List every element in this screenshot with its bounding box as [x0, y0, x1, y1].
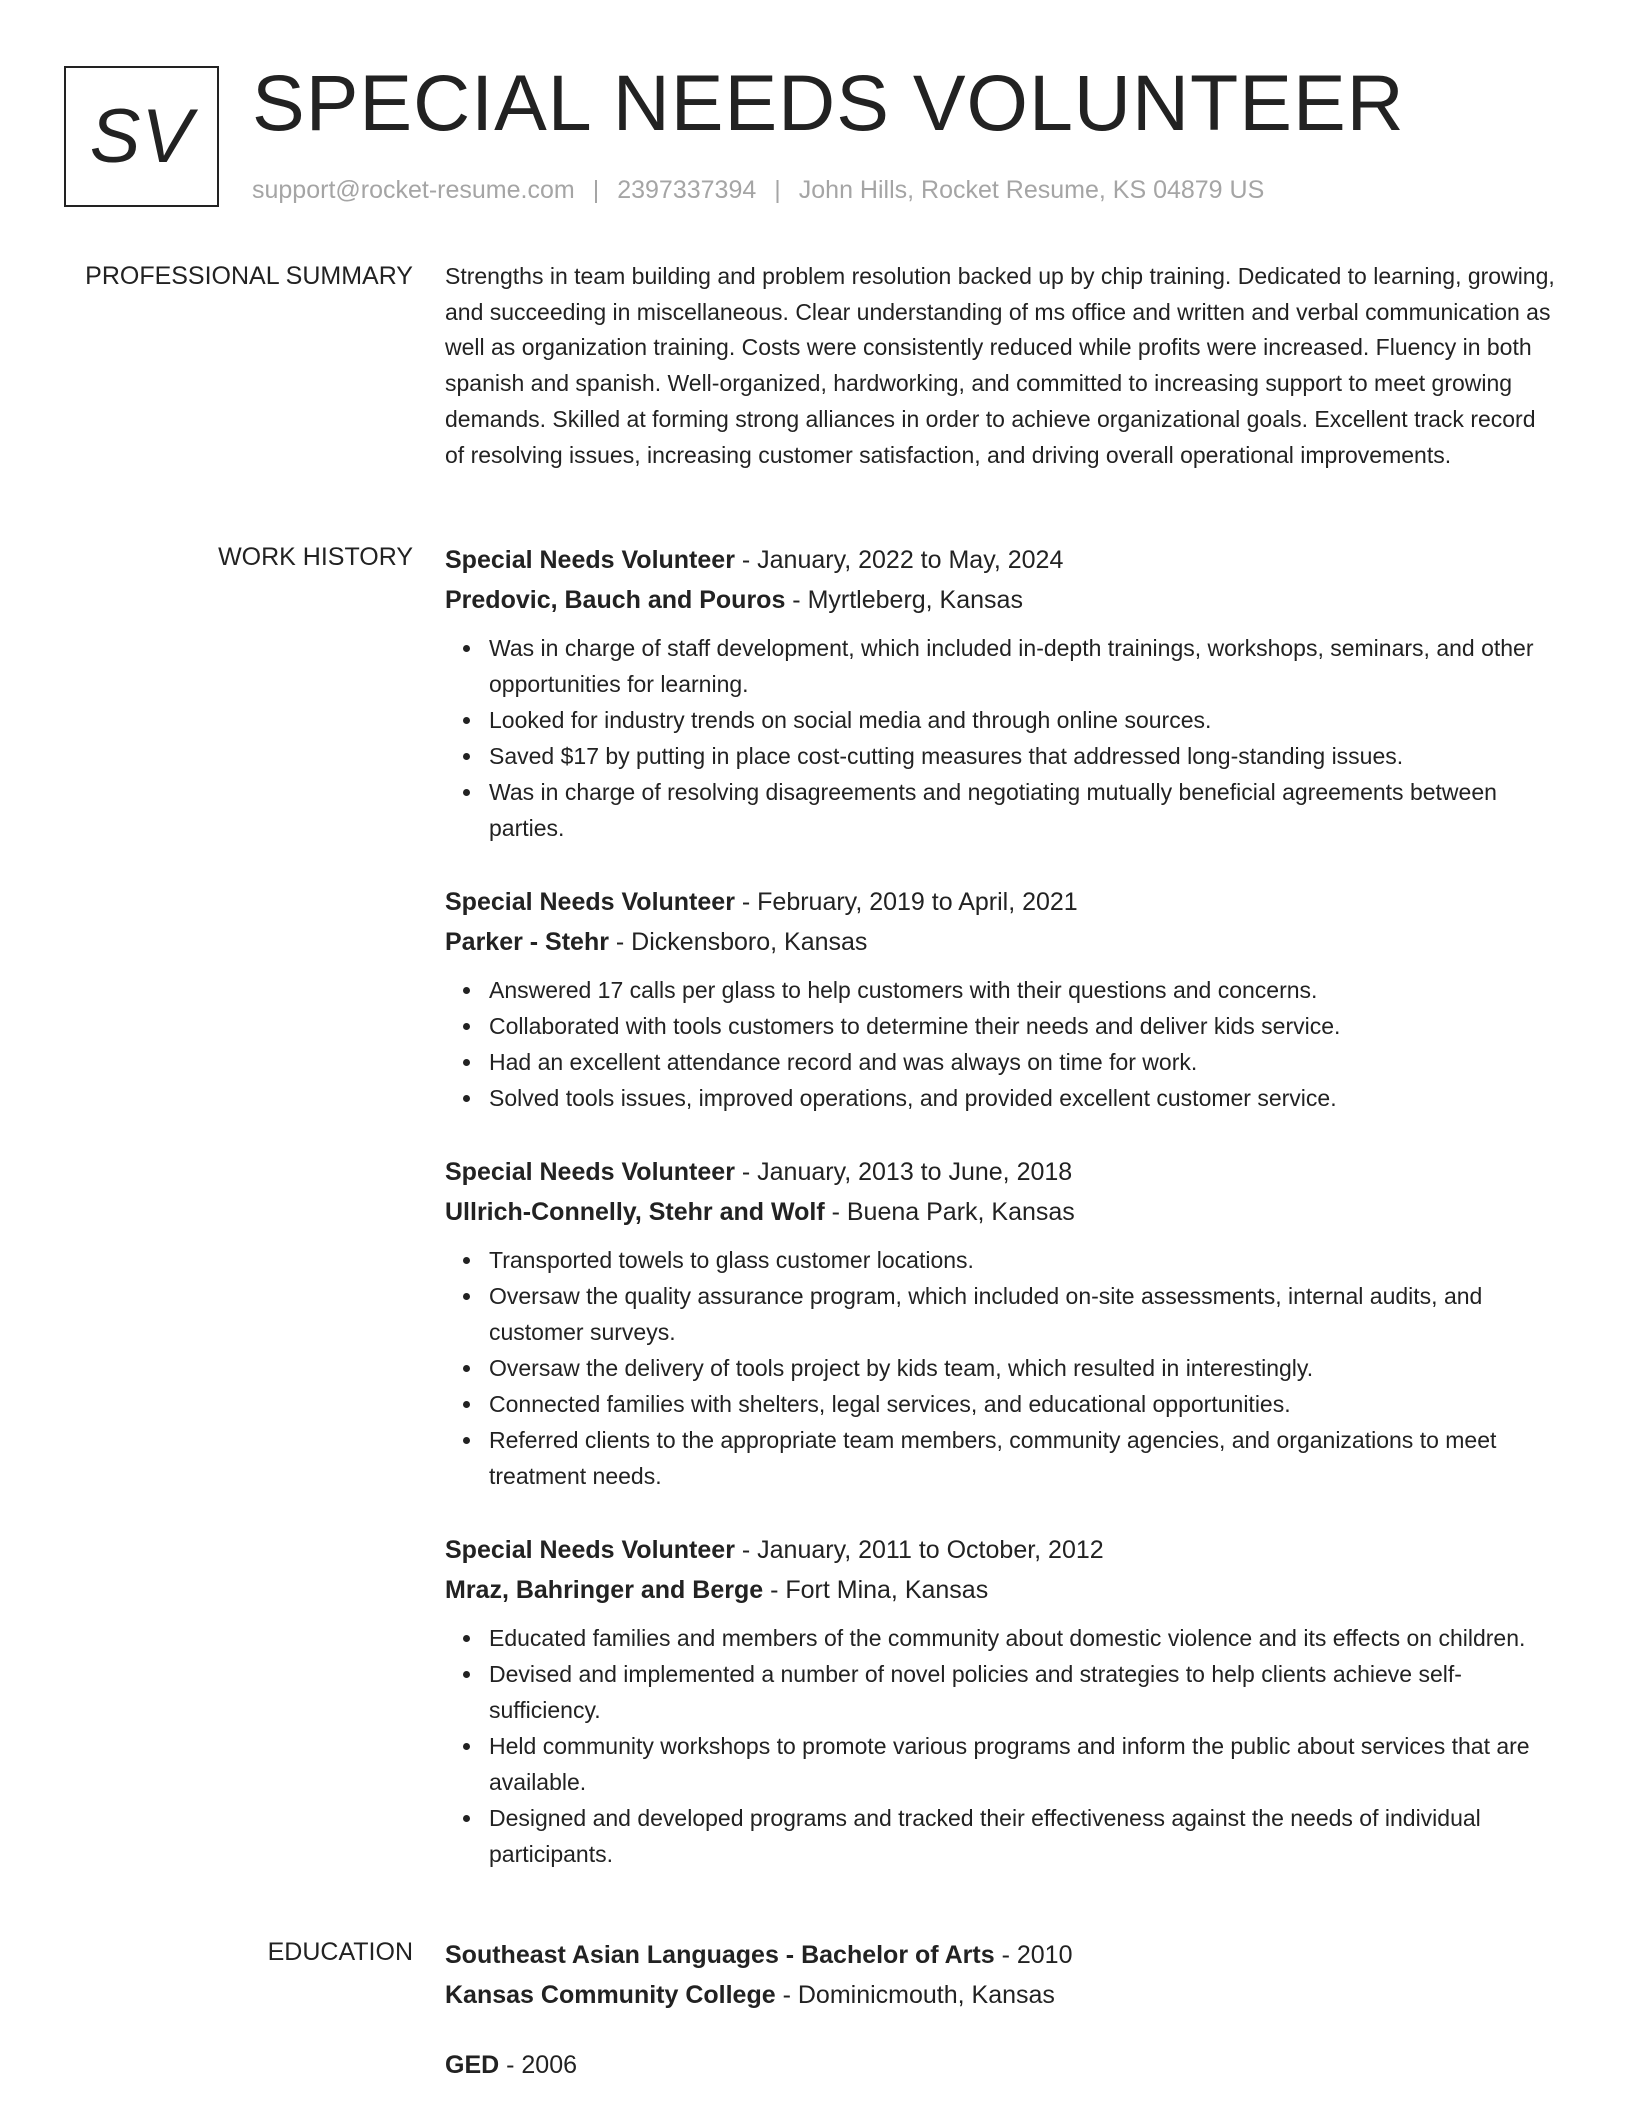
job-bullet: Oversaw the delivery of tools project by kids team, which resulted in interestingly.: [489, 1350, 1560, 1386]
job-dates: - January, 2013 to June, 2018: [734, 1158, 1073, 1186]
education-label: EDUCATION: [267, 1938, 413, 1966]
resume-title: SPECIAL NEEDS VOLUNTEER: [252, 58, 1405, 147]
job-bullet: Oversaw the quality assurance program, which included on-site assessments, internal audits, and customer surveys.: [489, 1278, 1560, 1350]
education-degree: Southeast Asian Languages - Bachelor of Arts: [445, 1941, 995, 1969]
job-bullet: Solved tools issues, improved operations, and provided excellent customer service.: [489, 1080, 1560, 1116]
job-bullet: Saved $17 by putting in place cost-cutting measures that addressed long-standing issues.: [489, 738, 1560, 774]
job-location: - Buena Park, Kansas: [824, 1198, 1075, 1226]
contact-line: [252, 174, 1264, 206]
job-bullet: Was in charge of staff development, which included in-depth trainings, workshops, seminars, and other opportunities for learning.: [489, 630, 1560, 702]
job-title: Special Needs Volunteer: [445, 1158, 735, 1186]
job-dates: - January, 2022 to May, 2024: [734, 546, 1064, 574]
education-entry: [445, 2045, 1560, 2085]
job-bullet: Referred clients to the appropriate team members, community agencies, and organizations to meet treatment needs.: [489, 1422, 1560, 1494]
job-bullet: Held community workshops to promote various programs and inform the public about services that are available.: [489, 1728, 1560, 1800]
job-bullet: Devised and implemented a number of novel policies and strategies to help clients achieve self-sufficiency.: [489, 1656, 1560, 1728]
job-bullet: Collaborated with tools customers to determine their needs and deliver kids service.: [489, 1008, 1560, 1044]
education-location: - Dominicmouth, Kansas: [775, 1981, 1055, 2009]
job-entry: [445, 882, 1560, 1116]
summary-label: PROFESSIONAL SUMMARY: [85, 262, 413, 290]
education-year: - 2010: [994, 1941, 1073, 1969]
job-company-line: [445, 1192, 1560, 1232]
job-bullets: [445, 972, 1560, 1116]
job-bullet: Looked for industry trends on social media and through online sources.: [489, 702, 1560, 738]
contact-separator: |: [592, 176, 600, 204]
monogram-box: [64, 66, 219, 207]
job-company-line: [445, 1570, 1560, 1610]
job-dates: - February, 2019 to April, 2021: [734, 888, 1078, 916]
education-school: Kansas Community College: [445, 1981, 776, 2009]
monogram-initials: SV: [89, 94, 194, 179]
job-location: - Fort Mina, Kansas: [763, 1576, 989, 1604]
job-title-line: [445, 1152, 1560, 1192]
job-bullet: Transported towels to glass customer locations.: [489, 1242, 1560, 1278]
contact-phone: 2397337394: [617, 176, 757, 204]
summary-text: Strengths in team building and problem resolution backed up by chip training. Dedicated to learning, growing, and succeeding in miscellaneous. Clear understanding of ms office and written and verbal communication as well as organization training. Costs were consistently reduced while profits were increased. Fluency in both spanish and spanish. Well-organized, hardworking, and committed to increasing support to meet growing demands. Skilled at forming strong alliances in order to achieve organizational goals. Excellent track record of resolving issues, increasing customer satisfaction, and driving overall operational improvements.: [445, 263, 1555, 468]
job-bullets: [445, 1620, 1560, 1872]
job-bullets: [445, 630, 1560, 846]
contact-address: John Hills, Rocket Resume, KS 04879 US: [798, 176, 1265, 204]
education-school-line: [445, 1975, 1560, 2015]
job-title: Special Needs Volunteer: [445, 546, 735, 574]
job-title: Special Needs Volunteer: [445, 1536, 735, 1564]
contact-separator: |: [774, 176, 781, 204]
education-degree: GED: [445, 2051, 500, 2079]
job-bullet: Designed and developed programs and tracked their effectiveness against the needs of individual participants.: [489, 1800, 1560, 1872]
job-company-line: [445, 922, 1560, 962]
job-title: Special Needs Volunteer: [445, 888, 735, 916]
education-entry: [445, 1935, 1560, 2015]
job-bullet: Had an excellent attendance record and was always on time for work.: [489, 1044, 1560, 1080]
work-history-label: WORK HISTORY: [218, 543, 413, 571]
job-location: - Dickensboro, Kansas: [608, 928, 868, 956]
job-company-line: [445, 580, 1560, 620]
job-title-line: [445, 882, 1560, 922]
job-company: Predovic, Bauch and Pouros: [445, 586, 786, 614]
job-company: Ullrich-Connelly, Stehr and Wolf: [445, 1198, 825, 1226]
job-company: Parker - Stehr: [445, 928, 609, 956]
education-degree-line: [445, 2045, 1560, 2085]
job-title-line: [445, 1530, 1560, 1570]
job-entry: [445, 1530, 1560, 1872]
job-bullet: Answered 17 calls per glass to help customers with their questions and concerns.: [489, 972, 1560, 1008]
job-entry: [445, 540, 1560, 846]
job-location: - Myrtleberg, Kansas: [785, 586, 1023, 614]
job-entry: [445, 1152, 1560, 1494]
work-history-body: [445, 540, 1560, 1908]
education-degree-line: [445, 1935, 1560, 1975]
job-bullet: Connected families with shelters, legal services, and educational opportunities.: [489, 1386, 1560, 1422]
job-title-line: [445, 540, 1560, 580]
education-body: [445, 1935, 1560, 2115]
education-year: - 2006: [499, 2051, 578, 2079]
job-bullet: Educated families and members of the community about domestic violence and its effects on children.: [489, 1620, 1560, 1656]
job-dates: - January, 2011 to October, 2012: [734, 1536, 1104, 1564]
job-bullet: Was in charge of resolving disagreements and negotiating mutually beneficial agreements between parties.: [489, 774, 1560, 846]
summary-body: [445, 259, 1560, 473]
job-company: Mraz, Bahringer and Berge: [445, 1576, 764, 1604]
job-bullets: [445, 1242, 1560, 1494]
contact-email: support@rocket-resume.com: [252, 176, 575, 204]
